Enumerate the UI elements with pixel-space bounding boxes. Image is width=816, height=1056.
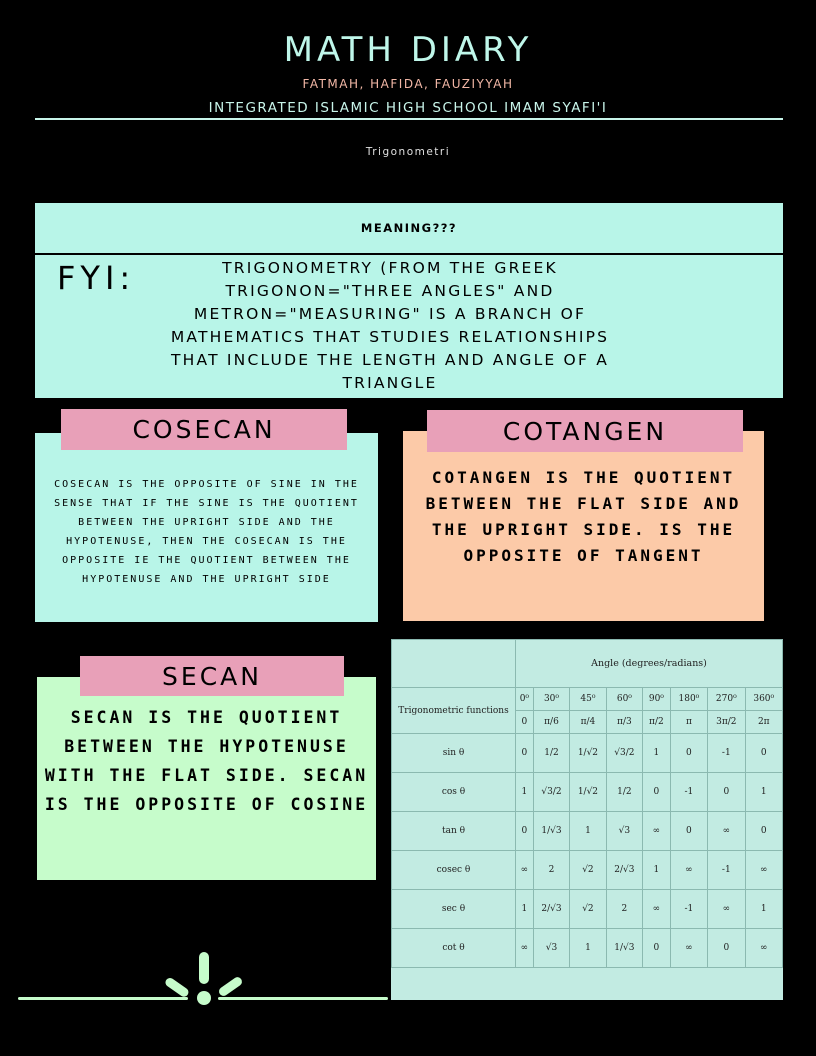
value-cell: 0 <box>670 734 707 773</box>
cosecan-title: COSECAN <box>132 415 276 444</box>
radian-cell: π/6 <box>533 711 569 734</box>
cotangen-title-tab <box>427 410 743 452</box>
page-title: MATH DIARY <box>283 30 533 70</box>
value-cell: √2 <box>570 890 606 929</box>
value-cell: -1 <box>708 851 745 890</box>
angle-header: Angle (degrees/radians) <box>516 640 783 688</box>
degree-cell: 0⁰ <box>516 688 534 711</box>
function-name-cell: sin θ <box>392 734 516 773</box>
function-name-cell: cos θ <box>392 773 516 812</box>
degree-cell: 30⁰ <box>533 688 569 711</box>
sparkle-icon <box>164 950 244 1010</box>
radian-cell: 0 <box>516 711 534 734</box>
fyi-text: TRIGONOMETRY (FROM THE GREEK TRIGONON="THREE ANGLES" AND METRON="MEASURING" IS A BRANCH OF MATHEMATICS THAT STUDIES RELATIONSHIPS THAT INCLUDE THE LENGTH AND ANGLE OF A TRIANGLE <box>170 259 610 392</box>
value-cell: 0 <box>670 812 707 851</box>
function-name-cell: sec θ <box>392 890 516 929</box>
header-divider <box>35 118 783 120</box>
degree-cell: 270⁰ <box>708 688 745 711</box>
value-cell: 0 <box>643 773 671 812</box>
value-cell: 0 <box>643 929 671 968</box>
meaning-heading-bar <box>35 203 783 253</box>
table-row <box>392 890 783 929</box>
cotangen-text: COTANGEN IS THE QUOTIENT BETWEEN THE FLAT SIDE AND THE UPRIGHT SIDE. IS THE OPPOSITE OF TANGENT <box>425 468 742 565</box>
value-cell: 2/√3 <box>606 851 642 890</box>
value-cell: ∞ <box>745 851 782 890</box>
value-cell: √3/2 <box>606 734 642 773</box>
value-cell: ∞ <box>643 890 671 929</box>
value-cell: 0 <box>708 929 745 968</box>
table-row <box>392 929 783 968</box>
fyi-label: FYI: <box>57 259 136 297</box>
value-cell: 2 <box>533 851 569 890</box>
value-cell: 1 <box>643 734 671 773</box>
cotangen-title: COTANGEN <box>502 416 668 446</box>
secan-title: SECAN <box>162 661 262 691</box>
cosecan-text: COSECAN IS THE OPPOSITE OF SINE IN THE SENSE THAT IF THE SINE IS THE QUOTIENT BETWEEN THE UPRIGHT SIDE AND THE HYPOTENUSE, THEN THE COSECAN IS THE OPPOSITE IE THE QUOTIENT BETWEEN THE HYPOTENUSE AND THE UPRIGHT SIDE <box>54 479 359 585</box>
degree-cell: 45⁰ <box>570 688 606 711</box>
secan-box <box>37 677 376 880</box>
function-name-cell: tan θ <box>392 812 516 851</box>
value-cell: 1/√2 <box>570 734 606 773</box>
value-cell: √3/2 <box>533 773 569 812</box>
radian-cell: 2π <box>745 711 782 734</box>
value-cell: 2/√3 <box>533 890 569 929</box>
value-cell: √3 <box>533 929 569 968</box>
meaning-heading: MEANING??? <box>360 221 458 235</box>
value-cell: ∞ <box>708 890 745 929</box>
value-cell: 1/2 <box>533 734 569 773</box>
authors: FATMAH, HAFIDA, FAUZIYYAH <box>302 77 514 91</box>
value-cell: 1/√3 <box>533 812 569 851</box>
radian-cell: 3π/2 <box>708 711 745 734</box>
radian-cell: π/4 <box>570 711 606 734</box>
radian-cell: π <box>670 711 707 734</box>
secan-text: SECAN IS THE QUOTIENT BETWEEN THE HYPOTENUSE WITH THE FLAT SIDE. SECAN IS THE OPPOSITE OF COSINE <box>44 708 369 814</box>
radian-cell: π/3 <box>606 711 642 734</box>
secan-title-tab <box>80 656 344 696</box>
value-cell: ∞ <box>670 929 707 968</box>
value-cell: 0 <box>745 734 782 773</box>
value-cell: -1 <box>670 773 707 812</box>
decorative-line-left <box>18 997 188 1000</box>
value-cell: 0 <box>516 812 534 851</box>
degree-cell: 60⁰ <box>606 688 642 711</box>
value-cell: 1 <box>570 929 606 968</box>
table-row <box>392 812 783 851</box>
table-row <box>392 773 783 812</box>
function-header: Trigonometric functions <box>392 688 516 734</box>
value-cell: ∞ <box>708 812 745 851</box>
value-cell: 1 <box>643 851 671 890</box>
value-cell: ∞ <box>516 851 534 890</box>
radian-cell: π/2 <box>643 711 671 734</box>
value-cell: ∞ <box>516 929 534 968</box>
value-cell: 0 <box>708 773 745 812</box>
cosecan-box <box>35 433 378 622</box>
cosecan-title-tab <box>61 409 347 450</box>
function-name-cell: cosec θ <box>392 851 516 890</box>
value-cell: ∞ <box>745 929 782 968</box>
table-corner <box>392 640 516 688</box>
trig-table-image <box>391 639 783 1000</box>
table-row <box>392 851 783 890</box>
table-row <box>392 734 783 773</box>
value-cell: 1 <box>745 773 782 812</box>
fyi-box <box>35 255 783 398</box>
value-cell: √3 <box>606 812 642 851</box>
degree-cell: 180⁰ <box>670 688 707 711</box>
function-name-cell: cot θ <box>392 929 516 968</box>
value-cell: -1 <box>708 734 745 773</box>
value-cell: 1/2 <box>606 773 642 812</box>
value-cell: 1/√2 <box>570 773 606 812</box>
school-name: INTEGRATED ISLAMIC HIGH SCHOOL IMAM SYAFI'I <box>208 100 608 116</box>
value-cell: 1 <box>745 890 782 929</box>
degree-cell: 90⁰ <box>643 688 671 711</box>
value-cell: 1 <box>516 773 534 812</box>
subject-label: Trigonometri <box>365 146 451 158</box>
value-cell: 0 <box>745 812 782 851</box>
value-cell: ∞ <box>670 851 707 890</box>
value-cell: 1/√3 <box>606 929 642 968</box>
degree-cell: 360⁰ <box>745 688 782 711</box>
cotangen-box <box>403 431 764 621</box>
trig-values-table <box>391 639 783 968</box>
value-cell: ∞ <box>643 812 671 851</box>
value-cell: 1 <box>570 812 606 851</box>
value-cell: 0 <box>516 734 534 773</box>
value-cell: 2 <box>606 890 642 929</box>
value-cell: 1 <box>516 890 534 929</box>
value-cell: -1 <box>670 890 707 929</box>
value-cell: √2 <box>570 851 606 890</box>
